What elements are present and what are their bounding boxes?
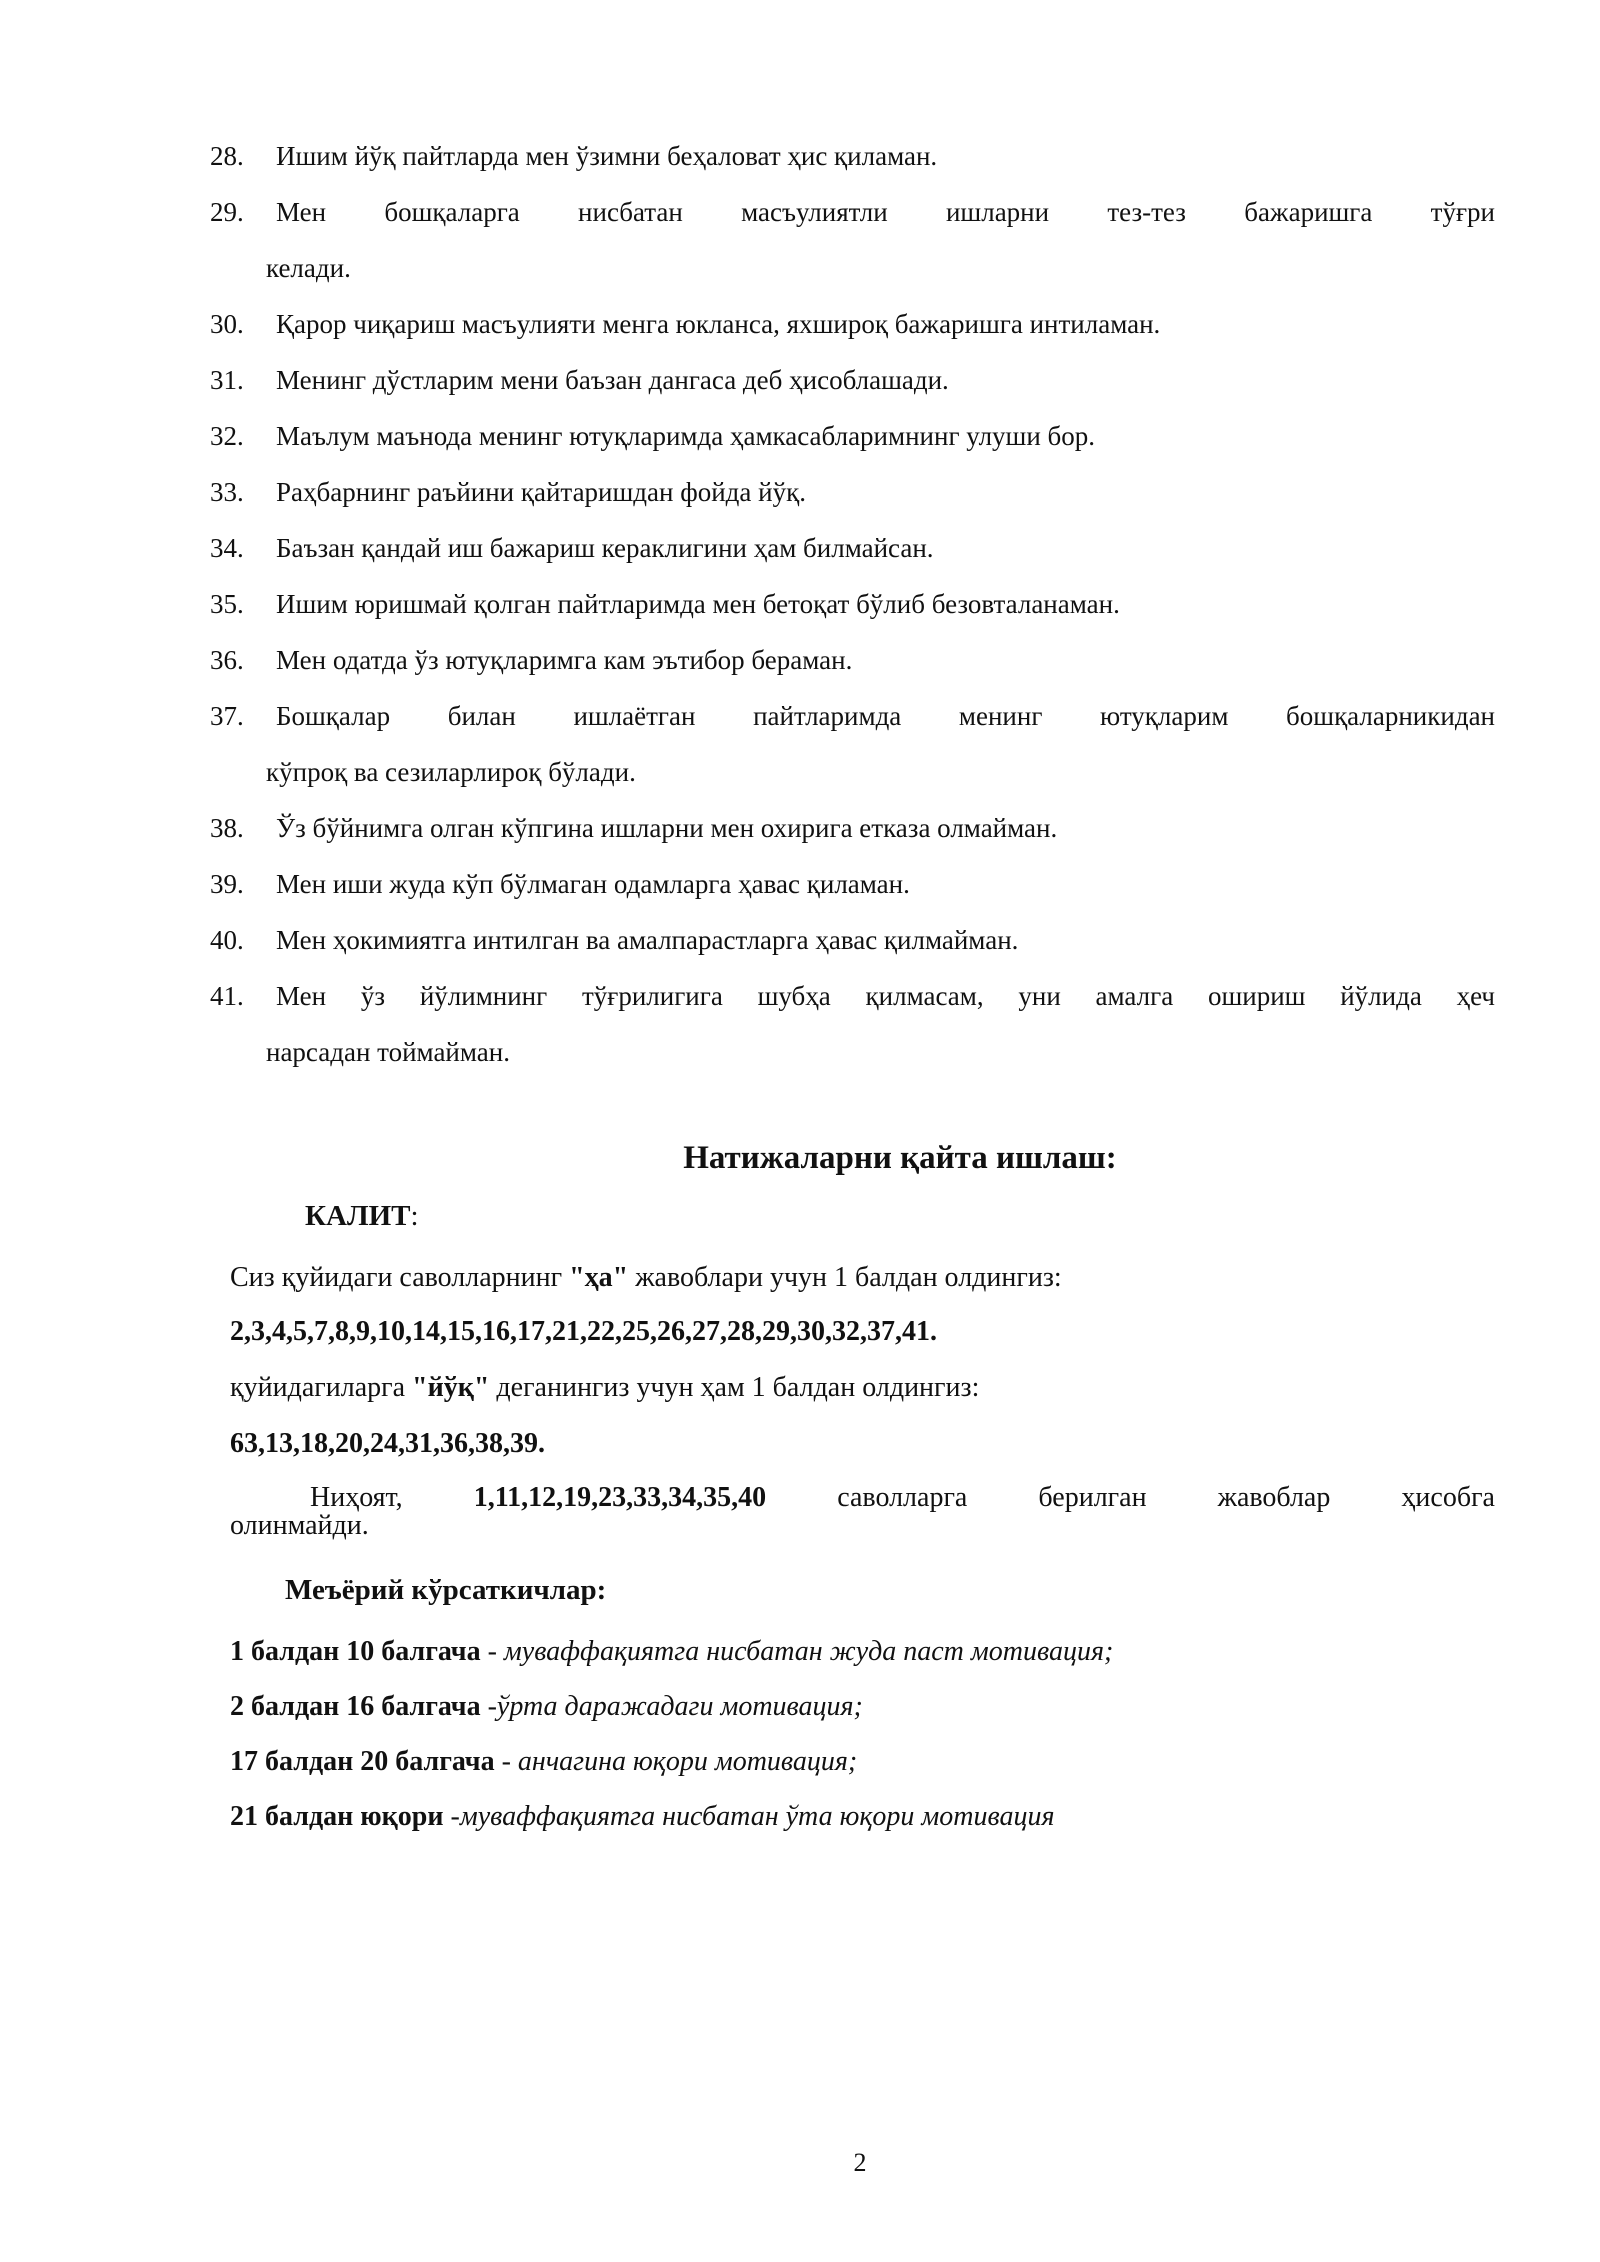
list-item <box>210 184 1495 296</box>
norm-item <box>230 1636 1113 1668</box>
list-item <box>210 968 1495 1080</box>
norm-range: 2 балдан 16 балгача <box>230 1691 481 1722</box>
item-number: 38. <box>210 813 244 843</box>
item-number: 32. <box>210 421 244 451</box>
yes-numbers: 2,3,4,5,7,8,9,10,14,15,16,17,21,22,25,26,27,28,29,30,32,37,41. <box>230 1316 937 1347</box>
norms-title: Меъёрий кўрсаткичлар: <box>285 1574 607 1606</box>
ignored-word: Ниҳоят, <box>310 1482 403 1513</box>
key-label: КАЛИТ <box>305 1200 411 1232</box>
item-number: 41. <box>210 981 244 1011</box>
key-colon: : <box>410 1200 419 1232</box>
list-item <box>210 128 1495 184</box>
norm-desc: анчагина юқори мотивация; <box>517 1746 858 1777</box>
list-item <box>210 632 1495 688</box>
yes-intro-text-end: жавоблари учун 1 балдан олдингиз: <box>628 1262 1062 1293</box>
norm-desc: муваффақиятга нисбатан ўта юқори мотивация <box>459 1801 1055 1832</box>
item-number: 33. <box>210 477 244 507</box>
norm-range: 1 балдан 10 балгача <box>230 1636 481 1667</box>
item-number: 34. <box>210 533 244 563</box>
ignored-numbers: 1,11,12,19,23,33,34,35,40 <box>473 1482 767 1513</box>
ignored-word: берилган <box>1038 1482 1147 1513</box>
ignored-paragraph <box>230 1484 1495 1540</box>
norm-desc: ўрта даражадаги мотивация; <box>496 1691 863 1722</box>
item-number: 31. <box>210 365 244 395</box>
item-number: 35. <box>210 589 244 619</box>
questionnaire-list <box>210 128 1495 1080</box>
norm-item <box>230 1801 1055 1833</box>
item-text-continued: кўпроқ ва сезиларлироқ бўлади. <box>266 757 636 787</box>
no-numbers: 63,13,18,20,24,31,36,38,39. <box>230 1428 545 1459</box>
norm-item <box>230 1746 857 1778</box>
norm-sep: - <box>443 1801 460 1832</box>
yes-intro <box>230 1262 1495 1294</box>
norm-sep: - <box>480 1636 504 1667</box>
item-text: Мен ҳокимиятга интилган ва амалпарастларга ҳавас қилмайман. <box>276 925 1019 955</box>
norm-item <box>230 1691 863 1723</box>
item-number: 36. <box>210 645 244 675</box>
item-text: Баъзан қандай иш бажариш кераклигини ҳам билмайсан. <box>276 533 934 563</box>
list-item <box>210 352 1495 408</box>
ignored-word: жавоблар <box>1217 1482 1331 1513</box>
item-text: Ишим йўқ пайтларда мен ўзимни беҳаловат ҳис қиламан. <box>276 141 938 171</box>
item-text: Қарор чиқариш масъулияти менга юкланса, яхшироқ бажаришга интиламан. <box>276 309 1161 339</box>
yes-word: "ҳа" <box>569 1262 629 1293</box>
item-text-continued: нарсадан тоймайман. <box>266 1037 510 1067</box>
norm-range: 17 балдан 20 балгача <box>230 1746 495 1777</box>
item-text: Ишим юришмай қолган пайтларимда мен бетоқат бўлиб безовталанаман. <box>276 589 1120 619</box>
item-text: Бошқалар билан ишлаётган пайтларимда менинг ютуқларим бошқаларникидан <box>276 701 1495 731</box>
item-number: 29. <box>210 197 244 227</box>
norm-range: 21 балдан юқори <box>230 1801 444 1832</box>
list-item <box>210 856 1495 912</box>
list-item <box>210 912 1495 968</box>
norm-sep: - <box>480 1691 497 1722</box>
item-number: 40. <box>210 925 244 955</box>
page-number: 2 <box>853 2148 867 2177</box>
key-label-line <box>305 1200 419 1233</box>
item-text: Менинг дўстларим мени баъзан дангаса деб ҳисоблашади. <box>276 365 949 395</box>
norm-sep: - <box>494 1746 518 1777</box>
no-intro-text: қуйидагиларга <box>230 1372 413 1403</box>
ignored-line2: олинмайди. <box>230 1510 369 1541</box>
no-intro <box>230 1372 1495 1404</box>
norm-desc: муваффақиятга нисбатан жуда паст мотивация; <box>503 1636 1114 1667</box>
item-text: Мен ўз йўлимнинг тўғрилигига шубҳа қилмасам, уни амалга ошириш йўлида ҳеч <box>276 981 1495 1011</box>
item-text: Мен бошқаларга нисбатан масъулиятли ишларни тез-тез бажаришга тўғри <box>276 197 1495 227</box>
item-number: 37. <box>210 701 244 731</box>
item-text: Раҳбарнинг раъйини қайтаришдан фойда йўқ. <box>276 477 806 507</box>
section-heading: Натижаларни қайта ишлаш: <box>683 1140 1117 1176</box>
item-text: Ўз бўйнимга олган кўпгина ишларни мен охирига етказа олмайман. <box>276 813 1058 843</box>
list-item <box>210 464 1495 520</box>
list-item <box>210 408 1495 464</box>
list-item <box>210 800 1495 856</box>
list-item <box>210 296 1495 352</box>
item-text-continued: келади. <box>266 253 351 283</box>
list-item <box>210 520 1495 576</box>
item-number: 30. <box>210 309 244 339</box>
item-text: Мен одатда ўз ютуқларимга кам эътибор бераман. <box>276 645 853 675</box>
list-item <box>210 576 1495 632</box>
item-number: 39. <box>210 869 244 899</box>
no-word: "йўқ" <box>412 1372 490 1403</box>
yes-intro-text: Сиз қуйидаги саволларнинг <box>230 1262 570 1293</box>
ignored-word: саволларга <box>837 1482 968 1513</box>
item-text: Маълум маънода менинг ютуқларимда ҳамкасабларимнинг улуши бор. <box>276 421 1096 451</box>
item-text: Мен иши жуда кўп бўлмаган одамларга ҳавас қиламан. <box>276 869 910 899</box>
ignored-word: ҳисобга <box>1401 1482 1495 1513</box>
list-item <box>210 688 1495 800</box>
item-number: 28. <box>210 141 244 171</box>
no-intro-text-end: деганингиз учун ҳам 1 балдан олдингиз: <box>489 1372 980 1403</box>
